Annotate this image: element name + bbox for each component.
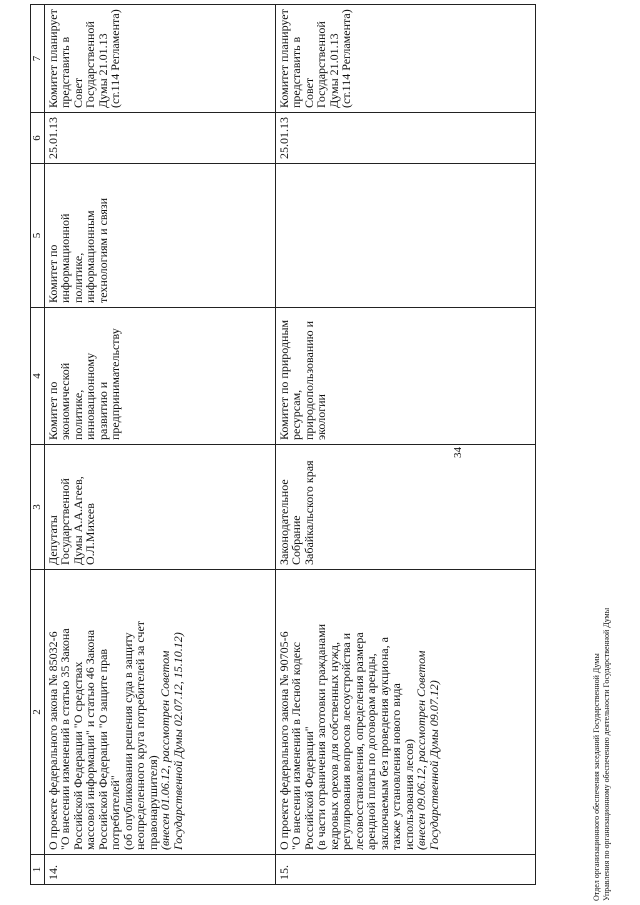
bill-line: массовой информации" и статью 46 Закона (83, 629, 97, 850)
date: 25.01.13 (44, 113, 275, 164)
co-executor-committee: Комитет по информационной политике, информационным технологиям и связи (44, 164, 275, 308)
decision: Комитет планирует представить в Совет Государственной Думы 21.01.13 (ст.114 Регламента) (275, 5, 535, 113)
table-row (275, 5, 535, 885)
bill-line: "О внесении изменений в статью 35 Закона (58, 628, 72, 850)
bill-line: арендной платы по договорам аренды, (364, 653, 378, 850)
bill-line: правонарушителя) (145, 755, 160, 850)
initiator: Законодательное Собрание Забайкальского края (275, 445, 535, 570)
bill-line: лесовосстановления, определения размера (351, 632, 366, 850)
column-number: 3 (31, 445, 45, 570)
bill-line: регулирования вопросов лесоустройства и (339, 632, 353, 850)
decision: Комитет планирует представить в Совет Государственной Думы 21.01.13 (ст.114 Регламента) (44, 5, 275, 113)
column-number: 1 (31, 855, 45, 885)
row-number: 14. (44, 855, 275, 885)
column-number: 7 (31, 5, 45, 113)
column-number: 4 (31, 308, 45, 445)
table-row (44, 5, 275, 885)
footer-line: Управления по организационному обеспечению деятельности Государственной Думы (602, 607, 611, 901)
bill-line: использования лесов) (401, 739, 416, 850)
bill-line: Российской Федерации "О защите прав (95, 648, 110, 850)
column-number: 6 (31, 113, 45, 164)
bill-line: заключаемым без проведения аукциона, а (376, 637, 391, 850)
bill-note: (внесен 09.06.12, рассмотрен Советом Государственной Думы 09.07.12) (414, 650, 441, 850)
bill-note: (внесен 01.06.12, рассмотрен Советом Государственной Думы 02.07.12, 15.10.12) (158, 632, 185, 850)
responsible-committee: Комитет по экономической политике, инновационному развитию и предпринимательству (44, 308, 275, 445)
bill-line: Российской Федерации "О средствах (70, 661, 85, 850)
bill-line: также установления нового вида (389, 683, 403, 850)
bill-line: "О внесении изменений в Лесной кодекс (289, 642, 303, 850)
column-number-row (31, 5, 45, 885)
bill-line: Российской Федерации" (301, 726, 316, 850)
footer (592, 608, 612, 901)
initiator: Депутаты Государственной Думы А.А.Агеев, О.Л.Михеев (44, 445, 275, 570)
bill-line: (об опубликовании решения суда в защиту (120, 632, 135, 850)
responsible-committee: Комитет по природным ресурсам, природопользованию и экологии (275, 308, 535, 445)
date: 25.01.13 (275, 113, 535, 164)
row-number: 15. (275, 855, 535, 885)
page-number: 34 (452, 447, 464, 458)
column-number: 2 (31, 570, 45, 855)
bills-table (30, 4, 536, 885)
bill-line: (в части ограничения заготовки гражданами (314, 623, 328, 850)
bill-description (44, 570, 275, 855)
bill-line: кедровых орехов для собственных нужд, (326, 641, 341, 850)
column-number: 5 (31, 164, 45, 308)
co-executor-committee (275, 164, 535, 308)
footer-line: Отдел организационного обеспечения заседаний Государственной Думы (592, 653, 601, 901)
bill-line: неопределенного круга потребителей за счет (133, 620, 147, 850)
bill-description (275, 570, 535, 855)
bill-line: О проекте федерального закона № 85032-6 (45, 631, 60, 850)
bill-line: потребителей" (108, 775, 122, 850)
bill-line: О проекте федерального закона № 90705-6 (276, 631, 291, 850)
